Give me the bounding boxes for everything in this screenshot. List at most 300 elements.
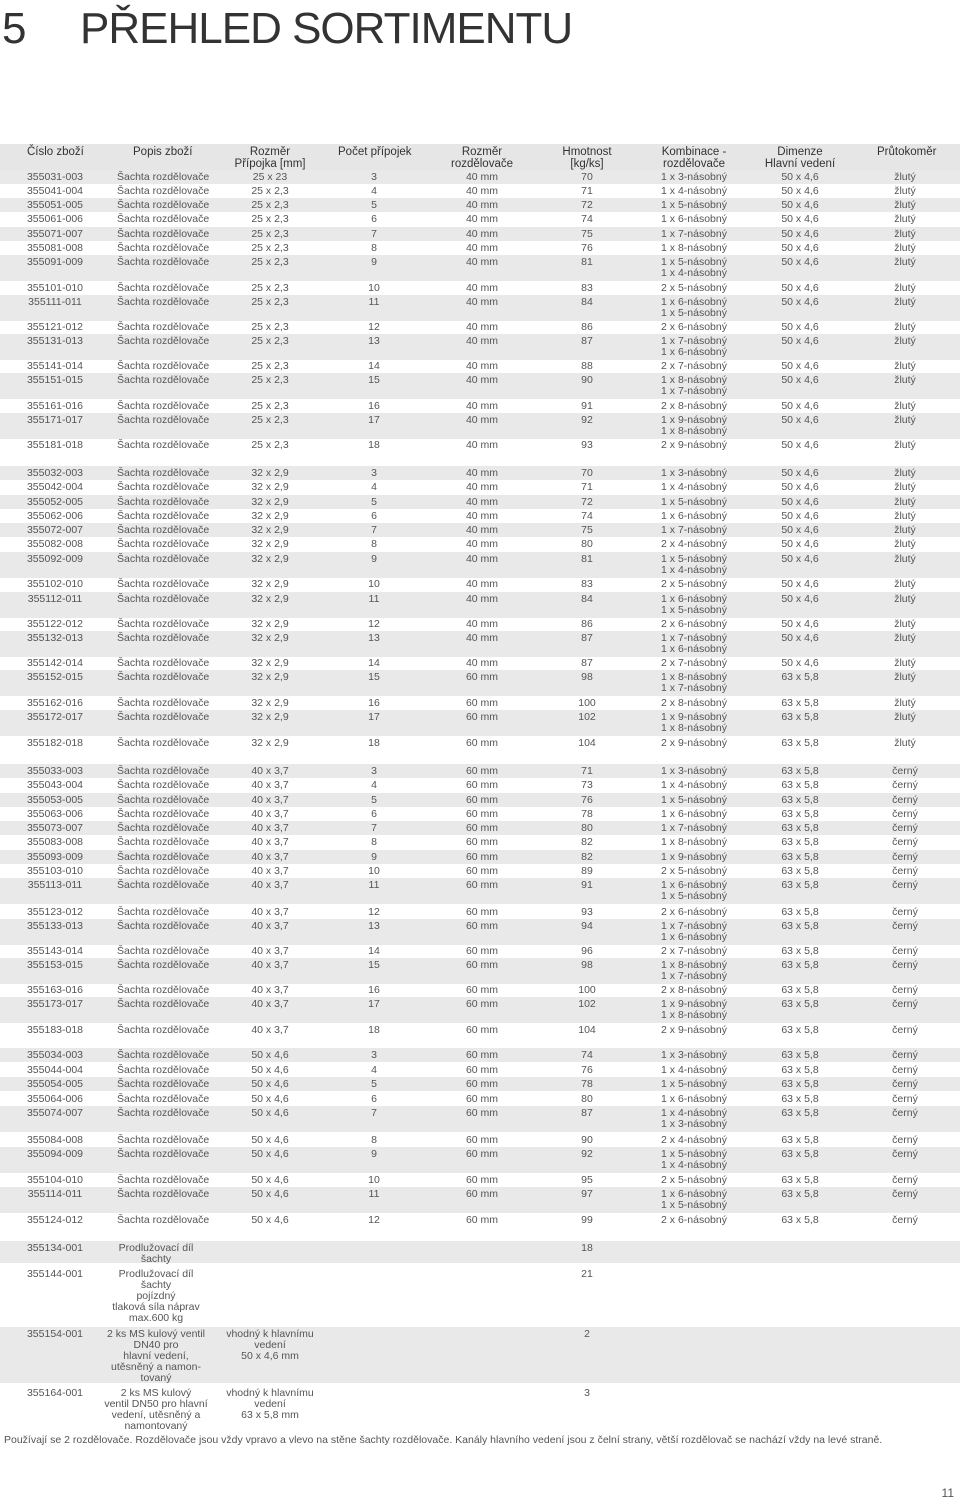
table-row bbox=[0, 1213, 960, 1227]
table-row bbox=[0, 577, 960, 591]
cell-dim: 50 x 4,6 bbox=[781, 228, 819, 240]
cell-size: 40 x 3,7 bbox=[251, 1024, 289, 1036]
cell-dist: 40 mm bbox=[465, 321, 499, 333]
cell-flow: černý bbox=[892, 808, 918, 820]
cell-size: 50 x 4,6 bbox=[251, 1188, 289, 1200]
cell-weight: 95 bbox=[581, 1174, 593, 1186]
cell-dim: 50 x 4,6 bbox=[781, 414, 819, 426]
cell-weight: 76 bbox=[581, 1064, 593, 1076]
cell-flow: žlutý bbox=[894, 199, 916, 211]
table-row bbox=[0, 778, 960, 792]
cell-dist: 40 mm bbox=[465, 481, 499, 493]
accessory-code: 355164-001 bbox=[26, 1387, 84, 1399]
cell-combo: 1 x 9-násobný 1 x 8-násobný bbox=[661, 711, 727, 734]
cell-combo: 1 x 3-násobný bbox=[661, 171, 727, 183]
cell-weight: 71 bbox=[581, 185, 593, 197]
cell-flow: žlutý bbox=[894, 496, 916, 508]
table-row bbox=[0, 670, 960, 696]
cell-dim: 63 x 5,8 bbox=[781, 779, 819, 791]
cell-dist: 60 mm bbox=[465, 865, 499, 877]
cell-dim: 50 x 4,6 bbox=[781, 360, 819, 372]
cell-desc: Šachta rozdělovače bbox=[117, 1134, 210, 1146]
cell-code: 355133-013 bbox=[26, 920, 84, 932]
cell-code: 355182-018 bbox=[26, 737, 84, 749]
cell-code: 355054-005 bbox=[26, 1078, 84, 1090]
cell-size: 40 x 3,7 bbox=[251, 765, 289, 777]
cell-size: 50 x 4,6 bbox=[251, 1214, 289, 1226]
table-row bbox=[0, 1048, 960, 1062]
cell-dist: 40 mm bbox=[465, 578, 499, 590]
cell-code: 355141-014 bbox=[26, 360, 84, 372]
cell-dist: 40 mm bbox=[465, 439, 499, 451]
cell-size: 32 x 2,9 bbox=[251, 538, 289, 550]
cell-desc: Šachta rozdělovače bbox=[117, 228, 210, 240]
cell-desc: Šachta rozdělovače bbox=[117, 360, 210, 372]
cell-combo: 1 x 7-násobný bbox=[661, 524, 727, 536]
table-row bbox=[0, 592, 960, 618]
cell-flow: černý bbox=[892, 959, 918, 971]
cell-combo: 1 x 8-násobný bbox=[661, 242, 727, 254]
cell-flow: černý bbox=[892, 1078, 918, 1090]
cell-combo: 1 x 7-násobný bbox=[661, 228, 727, 240]
cell-flow: žlutý bbox=[894, 553, 916, 565]
cell-count: 17 bbox=[368, 414, 380, 426]
cell-dim: 50 x 4,6 bbox=[781, 578, 819, 590]
accessory-weight: 18 bbox=[581, 1242, 593, 1254]
cell-combo: 1 x 3-násobný bbox=[661, 467, 727, 479]
cell-code: 355094-009 bbox=[26, 1148, 84, 1160]
cell-weight: 84 bbox=[581, 593, 593, 605]
cell-combo: 1 x 5-násobný 1 x 4-násobný bbox=[661, 1148, 727, 1171]
cell-weight: 71 bbox=[581, 481, 593, 493]
cell-dist: 60 mm bbox=[465, 1078, 499, 1090]
cell-weight: 78 bbox=[581, 1078, 593, 1090]
cell-size: 32 x 2,9 bbox=[251, 524, 289, 536]
cell-flow: žlutý bbox=[894, 374, 916, 386]
cell-count: 6 bbox=[371, 808, 377, 820]
cell-code: 355072-007 bbox=[26, 524, 84, 536]
cell-code: 355074-007 bbox=[26, 1107, 84, 1119]
cell-count: 6 bbox=[371, 510, 377, 522]
page-title: PŘEHLED SORTIMENTU bbox=[80, 4, 573, 53]
table-row bbox=[0, 850, 960, 864]
cell-weight: 88 bbox=[581, 360, 593, 372]
table-row bbox=[0, 552, 960, 578]
cell-count: 10 bbox=[368, 282, 380, 294]
cell-dim: 50 x 4,6 bbox=[781, 632, 819, 644]
cell-size: 25 x 2,3 bbox=[251, 374, 289, 386]
cell-count: 7 bbox=[371, 1107, 377, 1119]
cell-dist: 60 mm bbox=[465, 1148, 499, 1160]
cell-dim: 63 x 5,8 bbox=[781, 822, 819, 834]
cell-code: 355132-013 bbox=[26, 632, 84, 644]
cell-combo: 1 x 6-násobný bbox=[661, 1093, 727, 1105]
cell-flow: černý bbox=[892, 765, 918, 777]
cell-code: 355064-006 bbox=[26, 1093, 84, 1105]
cell-dist: 60 mm bbox=[465, 1093, 499, 1105]
cell-size: 25 x 2,3 bbox=[251, 242, 289, 254]
accessory-desc: 2 ks MS kulový ventil DN40 pro hlavní vedení, utěsněný a namon- tovaný bbox=[106, 1328, 206, 1384]
cell-size: 32 x 2,9 bbox=[251, 618, 289, 630]
cell-dim: 50 x 4,6 bbox=[781, 321, 819, 333]
cell-combo: 1 x 6-násobný bbox=[661, 808, 727, 820]
cell-code: 355163-016 bbox=[26, 984, 84, 996]
cell-size: 40 x 3,7 bbox=[251, 984, 289, 996]
cell-count: 6 bbox=[371, 213, 377, 225]
cell-desc: Šachta rozdělovače bbox=[117, 578, 210, 590]
cell-desc: Šachta rozdělovače bbox=[117, 920, 210, 932]
cell-dist: 60 mm bbox=[465, 879, 499, 891]
cell-weight: 87 bbox=[581, 335, 593, 347]
cell-dist: 60 mm bbox=[465, 779, 499, 791]
cell-weight: 73 bbox=[581, 779, 593, 791]
cell-flow: černý bbox=[892, 1188, 918, 1200]
cell-code: 355113-011 bbox=[27, 879, 83, 891]
cell-size: 50 x 4,6 bbox=[251, 1174, 289, 1186]
cell-dist: 60 mm bbox=[465, 822, 499, 834]
cell-code: 355031-003 bbox=[26, 171, 84, 183]
cell-dim: 63 x 5,8 bbox=[781, 851, 819, 863]
cell-dim: 63 x 5,8 bbox=[781, 671, 819, 683]
cell-weight: 94 bbox=[581, 920, 593, 932]
cell-dist: 40 mm bbox=[465, 400, 499, 412]
cell-code: 355161-016 bbox=[26, 400, 84, 412]
cell-desc: Šachta rozdělovače bbox=[117, 439, 210, 451]
cell-combo: 1 x 7-násobný bbox=[661, 822, 727, 834]
table-row bbox=[0, 320, 960, 334]
cell-flow: žlutý bbox=[894, 632, 916, 644]
cell-dim: 50 x 4,6 bbox=[781, 524, 819, 536]
cell-dim: 63 x 5,8 bbox=[781, 765, 819, 777]
cell-count: 5 bbox=[371, 496, 377, 508]
cell-desc: Šachta rozdělovače bbox=[117, 1049, 210, 1061]
cell-flow: černý bbox=[892, 822, 918, 834]
header-code: Číslo zboží bbox=[27, 146, 84, 158]
cell-weight: 83 bbox=[581, 282, 593, 294]
cell-size: 25 x 2,3 bbox=[251, 228, 289, 240]
cell-size: 25 x 2,3 bbox=[251, 213, 289, 225]
cell-count: 7 bbox=[371, 228, 377, 240]
cell-desc: Šachta rozdělovače bbox=[117, 524, 210, 536]
cell-size: 25 x 2,3 bbox=[251, 439, 289, 451]
cell-dist: 40 mm bbox=[465, 282, 499, 294]
cell-dim: 50 x 4,6 bbox=[781, 185, 819, 197]
cell-code: 355121-012 bbox=[26, 321, 84, 333]
cell-desc: Šachta rozdělovače bbox=[117, 496, 210, 508]
cell-weight: 74 bbox=[581, 1049, 593, 1061]
cell-combo: 1 x 5-násobný 1 x 4-násobný bbox=[661, 256, 727, 279]
cell-count: 13 bbox=[368, 920, 380, 932]
table-row bbox=[0, 1063, 960, 1077]
cell-code: 355102-010 bbox=[26, 578, 84, 590]
cell-flow: černý bbox=[892, 906, 918, 918]
cell-weight: 98 bbox=[581, 671, 593, 683]
cell-count: 14 bbox=[368, 945, 380, 957]
cell-desc: Šachta rozdělovače bbox=[117, 1107, 210, 1119]
cell-combo: 2 x 9-násobný bbox=[661, 1024, 727, 1036]
cell-size: 25 x 23 bbox=[252, 171, 288, 183]
cell-combo: 1 x 5-násobný bbox=[661, 1078, 727, 1090]
cell-dist: 40 mm bbox=[465, 256, 499, 268]
cell-weight: 100 bbox=[578, 697, 596, 709]
cell-code: 355081-008 bbox=[26, 242, 84, 254]
cell-code: 355082-008 bbox=[26, 538, 84, 550]
header-dist: Rozměr rozdělovače bbox=[450, 146, 513, 170]
cell-dim: 63 x 5,8 bbox=[781, 959, 819, 971]
table-row bbox=[0, 359, 960, 373]
cell-code: 355043-004 bbox=[26, 779, 84, 791]
cell-flow: žlutý bbox=[894, 256, 916, 268]
cell-combo: 1 x 5-násobný bbox=[661, 794, 727, 806]
cell-count: 18 bbox=[368, 737, 380, 749]
cell-weight: 70 bbox=[581, 171, 593, 183]
cell-desc: Šachta rozdělovače bbox=[117, 242, 210, 254]
cell-dim: 50 x 4,6 bbox=[781, 242, 819, 254]
cell-dim: 63 x 5,8 bbox=[781, 879, 819, 891]
cell-dim: 50 x 4,6 bbox=[781, 199, 819, 211]
cell-weight: 104 bbox=[578, 737, 596, 749]
cell-dim: 63 x 5,8 bbox=[781, 1078, 819, 1090]
cell-size: 32 x 2,9 bbox=[251, 697, 289, 709]
cell-desc: Šachta rozdělovače bbox=[117, 171, 210, 183]
cell-combo: 2 x 8-násobný bbox=[661, 400, 727, 412]
cell-dim: 63 x 5,8 bbox=[781, 1107, 819, 1119]
cell-flow: žlutý bbox=[894, 296, 916, 308]
cell-weight: 92 bbox=[581, 414, 593, 426]
cell-combo: 2 x 6-násobný bbox=[661, 1214, 727, 1226]
cell-dist: 60 mm bbox=[465, 959, 499, 971]
table-row bbox=[0, 793, 960, 807]
cell-count: 9 bbox=[371, 553, 377, 565]
cell-dist: 60 mm bbox=[465, 794, 499, 806]
cell-count: 6 bbox=[371, 1093, 377, 1105]
cell-size: 25 x 2,3 bbox=[251, 335, 289, 347]
cell-code: 355092-009 bbox=[26, 553, 84, 565]
cell-dim: 63 x 5,8 bbox=[781, 836, 819, 848]
cell-weight: 83 bbox=[581, 578, 593, 590]
cell-flow: žlutý bbox=[894, 360, 916, 372]
cell-dist: 40 mm bbox=[465, 593, 499, 605]
cell-size: 32 x 2,9 bbox=[251, 553, 289, 565]
cell-dim: 63 x 5,8 bbox=[781, 1134, 819, 1146]
accessory-row bbox=[0, 1386, 960, 1432]
cell-dim: 63 x 5,8 bbox=[781, 998, 819, 1010]
cell-flow: černý bbox=[892, 794, 918, 806]
cell-code: 355123-012 bbox=[26, 906, 84, 918]
cell-combo: 1 x 4-násobný 1 x 3-násobný bbox=[661, 1107, 727, 1130]
cell-code: 355052-005 bbox=[26, 496, 84, 508]
cell-dist: 40 mm bbox=[465, 467, 499, 479]
cell-count: 5 bbox=[371, 199, 377, 211]
table-row bbox=[0, 1023, 960, 1037]
header-flow: Průtokoměr bbox=[877, 146, 937, 158]
cell-count: 3 bbox=[371, 467, 377, 479]
table-row bbox=[0, 509, 960, 523]
cell-size: 25 x 2,3 bbox=[251, 199, 289, 211]
table-row bbox=[0, 212, 960, 226]
cell-flow: černý bbox=[892, 836, 918, 848]
cell-size: 25 x 2,3 bbox=[251, 256, 289, 268]
cell-weight: 99 bbox=[581, 1214, 593, 1226]
cell-flow: žlutý bbox=[894, 737, 916, 749]
cell-combo: 1 x 5-násobný bbox=[661, 199, 727, 211]
cell-count: 12 bbox=[368, 1214, 380, 1226]
accessory-desc: Prodlužovací díl šachty pojízdný tlaková síla náprav max.600 kg bbox=[112, 1268, 200, 1324]
cell-size: 32 x 2,9 bbox=[251, 496, 289, 508]
cell-dist: 60 mm bbox=[465, 1024, 499, 1036]
cell-count: 17 bbox=[368, 711, 380, 723]
table-row bbox=[0, 1133, 960, 1147]
accessory-weight: 2 bbox=[584, 1328, 590, 1340]
cell-code: 355171-017 bbox=[26, 414, 84, 426]
cell-code: 355162-016 bbox=[26, 697, 84, 709]
cell-flow: žlutý bbox=[894, 697, 916, 709]
cell-weight: 72 bbox=[581, 199, 593, 211]
header-dim: Dimenze Hlavní vedení bbox=[764, 146, 836, 170]
cell-code: 355172-017 bbox=[26, 711, 84, 723]
cell-size: 50 x 4,6 bbox=[251, 1148, 289, 1160]
cell-flow: žlutý bbox=[894, 439, 916, 451]
cell-size: 50 x 4,6 bbox=[251, 1078, 289, 1090]
accessory-weight: 3 bbox=[584, 1387, 590, 1399]
cell-dim: 50 x 4,6 bbox=[781, 553, 819, 565]
table-row bbox=[0, 944, 960, 958]
cell-size: 25 x 2,3 bbox=[251, 321, 289, 333]
table-row bbox=[0, 1187, 960, 1213]
cell-size: 40 x 3,7 bbox=[251, 794, 289, 806]
cell-count: 8 bbox=[371, 1134, 377, 1146]
cell-weight: 91 bbox=[581, 879, 593, 891]
cell-count: 12 bbox=[368, 906, 380, 918]
cell-combo: 2 x 8-násobný bbox=[661, 984, 727, 996]
cell-dim: 63 x 5,8 bbox=[781, 865, 819, 877]
cell-combo: 1 x 9-násobný 1 x 8-násobný bbox=[661, 414, 727, 437]
cell-desc: Šachta rozdělovače bbox=[117, 335, 210, 347]
cell-count: 3 bbox=[371, 171, 377, 183]
cell-size: 50 x 4,6 bbox=[251, 1107, 289, 1119]
cell-desc: Šachta rozdělovače bbox=[117, 593, 210, 605]
cell-dim: 50 x 4,6 bbox=[781, 335, 819, 347]
cell-desc: Šachta rozdělovače bbox=[117, 213, 210, 225]
cell-dim: 63 x 5,8 bbox=[781, 1188, 819, 1200]
cell-flow: žlutý bbox=[894, 228, 916, 240]
cell-combo: 1 x 4-násobný bbox=[661, 185, 727, 197]
cell-flow: žlutý bbox=[894, 618, 916, 630]
cell-code: 355044-004 bbox=[26, 1064, 84, 1076]
cell-count: 7 bbox=[371, 822, 377, 834]
cell-weight: 71 bbox=[581, 765, 593, 777]
cell-count: 11 bbox=[368, 296, 380, 308]
table-row bbox=[0, 241, 960, 255]
cell-desc: Šachta rozdělovače bbox=[117, 1024, 210, 1036]
cell-dist: 60 mm bbox=[465, 765, 499, 777]
cell-count: 8 bbox=[371, 538, 377, 550]
cell-code: 355042-004 bbox=[26, 481, 84, 493]
cell-code: 355084-008 bbox=[26, 1134, 84, 1146]
cell-combo: 1 x 4-násobný bbox=[661, 1064, 727, 1076]
cell-dist: 60 mm bbox=[465, 945, 499, 957]
cell-count: 16 bbox=[368, 984, 380, 996]
cell-desc: Šachta rozdělovače bbox=[117, 794, 210, 806]
cell-weight: 98 bbox=[581, 959, 593, 971]
cell-desc: Šachta rozdělovače bbox=[117, 984, 210, 996]
table-row bbox=[0, 983, 960, 997]
table-row bbox=[0, 170, 960, 184]
cell-code: 355183-018 bbox=[26, 1024, 84, 1036]
table-row bbox=[0, 710, 960, 736]
cell-weight: 75 bbox=[581, 228, 593, 240]
table-row bbox=[0, 997, 960, 1023]
cell-code: 355071-007 bbox=[26, 228, 84, 240]
cell-dist: 40 mm bbox=[465, 242, 499, 254]
cell-count: 18 bbox=[368, 1024, 380, 1036]
table-row bbox=[0, 958, 960, 984]
table-row bbox=[0, 523, 960, 537]
cell-size: 40 x 3,7 bbox=[251, 879, 289, 891]
cell-desc: Šachta rozdělovače bbox=[117, 199, 210, 211]
cell-desc: Šachta rozdělovače bbox=[117, 1093, 210, 1105]
cell-dim: 50 x 4,6 bbox=[781, 374, 819, 386]
cell-flow: žlutý bbox=[894, 185, 916, 197]
table-row bbox=[0, 696, 960, 710]
cell-count: 16 bbox=[368, 697, 380, 709]
cell-size: 32 x 2,9 bbox=[251, 737, 289, 749]
cell-desc: Šachta rozdělovače bbox=[117, 765, 210, 777]
cell-code: 355152-015 bbox=[26, 671, 84, 683]
cell-dist: 60 mm bbox=[465, 851, 499, 863]
cell-size: 50 x 4,6 bbox=[251, 1134, 289, 1146]
cell-size: 40 x 3,7 bbox=[251, 920, 289, 932]
cell-desc: Šachta rozdělovače bbox=[117, 467, 210, 479]
header-combo: Kombinace - rozdělovače bbox=[661, 146, 727, 170]
cell-flow: žlutý bbox=[894, 711, 916, 723]
cell-combo: 1 x 7-násobný 1 x 6-násobný bbox=[661, 920, 727, 943]
cell-desc: Šachta rozdělovače bbox=[117, 879, 210, 891]
cell-code: 355073-007 bbox=[26, 822, 84, 834]
cell-combo: 1 x 6-násobný bbox=[661, 213, 727, 225]
cell-weight: 80 bbox=[581, 538, 593, 550]
cell-dim: 50 x 4,6 bbox=[781, 439, 819, 451]
cell-count: 7 bbox=[371, 524, 377, 536]
cell-dist: 40 mm bbox=[465, 553, 499, 565]
cell-dim: 50 x 4,6 bbox=[781, 510, 819, 522]
table-row bbox=[0, 1106, 960, 1132]
cell-size: 40 x 3,7 bbox=[251, 959, 289, 971]
cell-count: 4 bbox=[371, 481, 377, 493]
cell-dist: 40 mm bbox=[465, 171, 499, 183]
table-row bbox=[0, 373, 960, 399]
cell-dim: 50 x 4,6 bbox=[781, 467, 819, 479]
cell-dist: 40 mm bbox=[465, 632, 499, 644]
cell-dim: 63 x 5,8 bbox=[781, 1024, 819, 1036]
cell-desc: Šachta rozdělovače bbox=[117, 618, 210, 630]
cell-flow: černý bbox=[892, 1064, 918, 1076]
cell-desc: Šachta rozdělovače bbox=[117, 185, 210, 197]
cell-weight: 82 bbox=[581, 851, 593, 863]
cell-desc: Šachta rozdělovače bbox=[117, 1078, 210, 1090]
header-weight: Hmotnost [kg/ks] bbox=[562, 146, 612, 170]
cell-combo: 2 x 6-násobný bbox=[661, 906, 727, 918]
cell-dist: 60 mm bbox=[465, 671, 499, 683]
cell-desc: Šachta rozdělovače bbox=[117, 779, 210, 791]
cell-combo: 2 x 6-násobný bbox=[661, 321, 727, 333]
cell-flow: žlutý bbox=[894, 414, 916, 426]
cell-desc: Šachta rozdělovače bbox=[117, 906, 210, 918]
cell-flow: černý bbox=[892, 1214, 918, 1226]
cell-dist: 60 mm bbox=[465, 1049, 499, 1061]
cell-desc: Šachta rozdělovače bbox=[117, 1064, 210, 1076]
cell-size: 40 x 3,7 bbox=[251, 836, 289, 848]
